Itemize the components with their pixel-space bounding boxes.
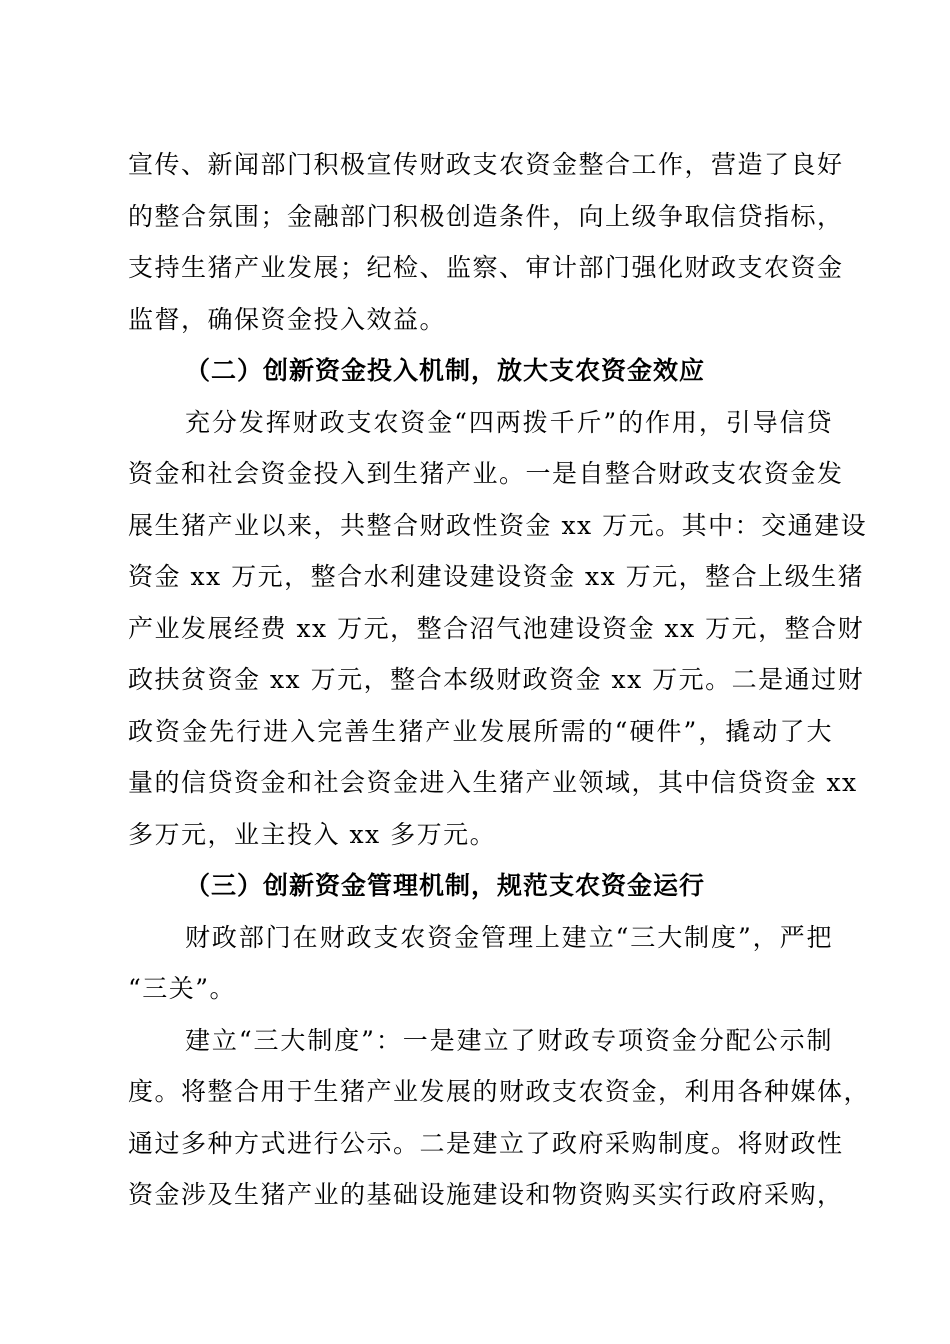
paragraph-line: 展生猪产业以来，共整合财政性资金 xx 万元。其中：交通建设 bbox=[128, 510, 868, 540]
paragraph-line: 宣传、新闻部门积极宣传财政支农资金整合工作，营造了良好 bbox=[128, 150, 844, 179]
paragraph-line: 建立“三大制度”：一是建立了财政专项资金分配公示制 bbox=[185, 1025, 833, 1055]
paragraph-line: “三关”。 bbox=[128, 974, 237, 1003]
document-body bbox=[128, 139, 871, 1221]
paragraph-line: 度。将整合用于生猪产业发展的财政支农资金，利用各种媒体， bbox=[128, 1077, 871, 1106]
paragraph-line: 产业发展经费 xx 万元，整合沼气池建设资金 xx 万元，整合财 bbox=[128, 613, 865, 643]
paragraph-line: 充分发挥财政支农资金“四两拨千斤”的作用，引导信贷 bbox=[185, 407, 833, 437]
section-heading-3: （三）创新资金管理机制，规范支农资金运行 bbox=[185, 871, 706, 900]
paragraph-line: 的整合氛围；金融部门积极创造条件，向上级争取信贷指标， bbox=[128, 201, 844, 231]
paragraph-line: 通过多种方式进行公示。二是建立了政府采购制度。将财政性 bbox=[128, 1128, 844, 1158]
paragraph-line: 政扶贫资金 xx 万元，整合本级财政资金 xx 万元。二是通过财 bbox=[128, 665, 865, 694]
paragraph-line: 财政部门在财政支农资金管理上建立“三大制度”，严把 bbox=[185, 922, 833, 952]
paragraph-line: 多万元，业主投入 xx 多万元。 bbox=[128, 819, 497, 849]
paragraph-line: 量的信贷资金和社会资金进入生猪产业领域，其中信贷资金 xx bbox=[128, 768, 858, 797]
paragraph-line: 资金 xx 万元，整合水利建设建设资金 xx 万元，整合上级生猪 bbox=[128, 562, 865, 591]
section-heading-2: （二）创新资金投入机制，放大支农资金效应 bbox=[185, 356, 706, 385]
paragraph-line: 支持生猪产业发展；纪检、监察、审计部门强化财政支农资金 bbox=[128, 253, 844, 282]
paragraph-line: 资金和社会资金投入到生猪产业。一是自整合财政支农资金发 bbox=[128, 459, 844, 488]
paragraph-line: 政资金先行进入完善生猪产业发展所需的“硬件”，撬动了大 bbox=[128, 716, 833, 746]
paragraph-line: 资金涉及生猪产业的基础设施建设和物资购买实行政府采购， bbox=[128, 1180, 844, 1209]
paragraph-line: 监督，确保资金投入效益。 bbox=[128, 304, 447, 334]
